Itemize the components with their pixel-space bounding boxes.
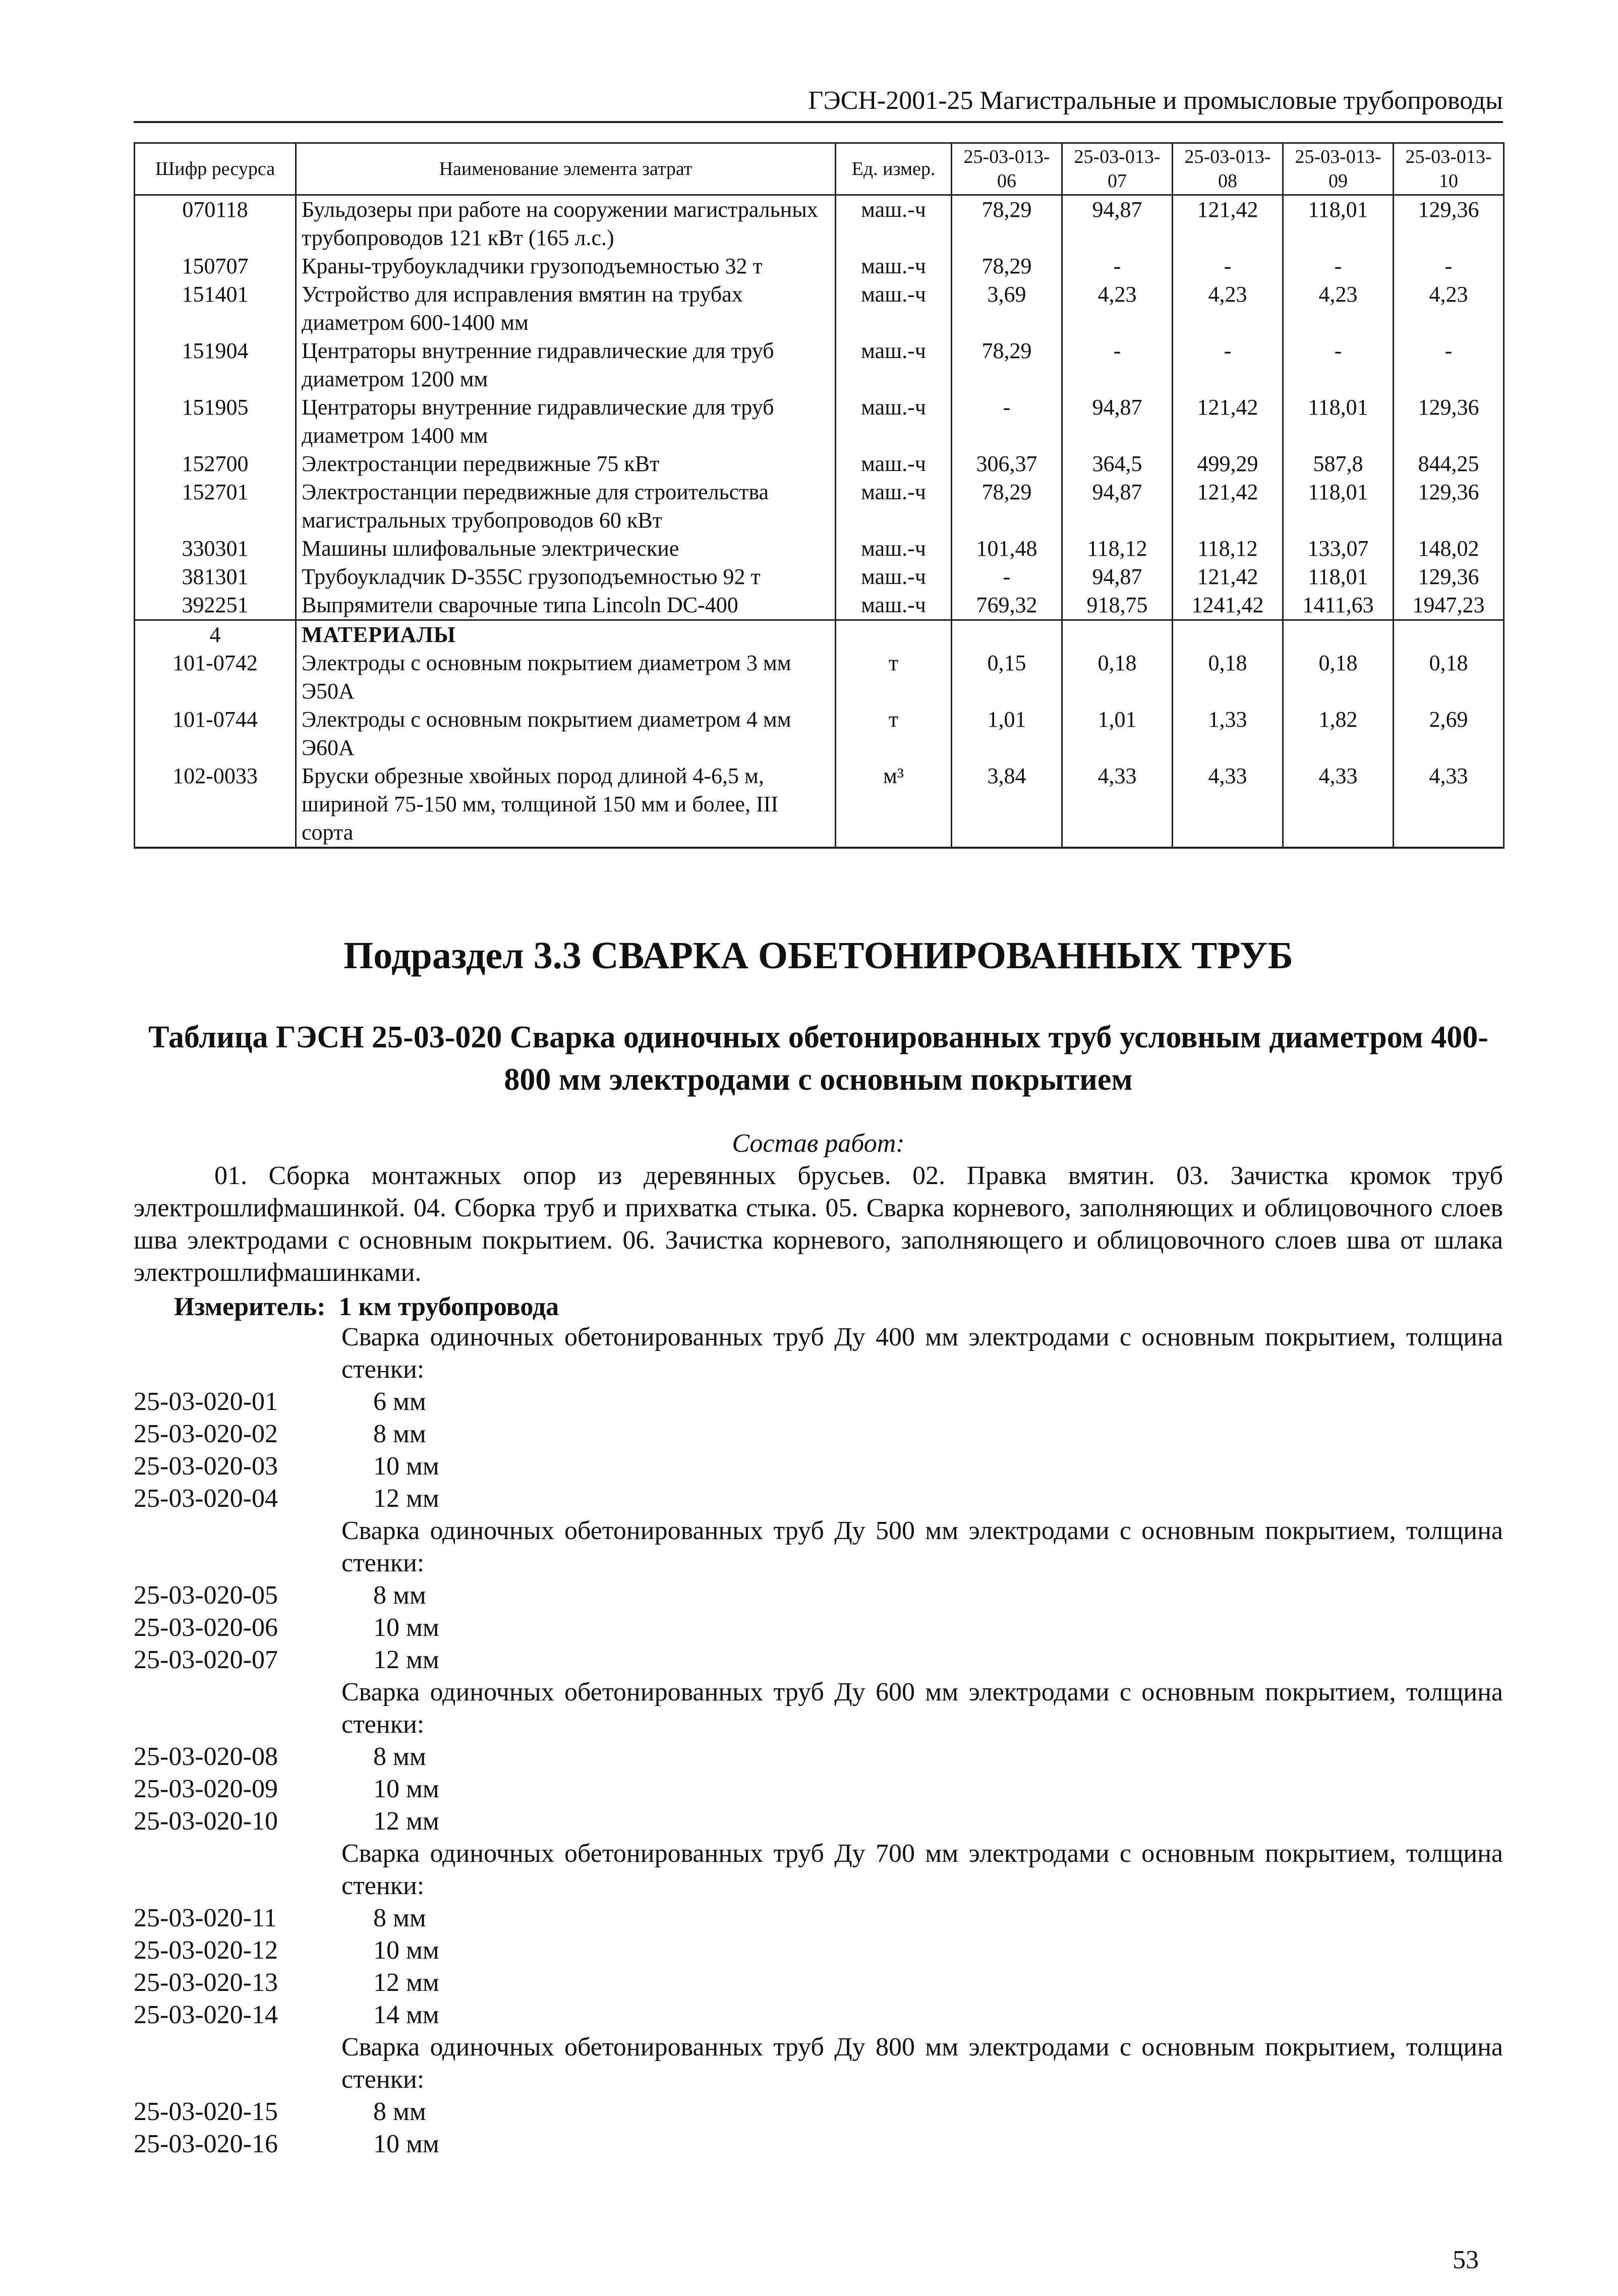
resource-value: 129,36: [1394, 563, 1504, 591]
resource-code: 381301: [135, 563, 296, 591]
norm-thickness: 10 мм: [373, 1775, 439, 1803]
table-row: [135, 337, 1504, 393]
resource-value: 78,29: [952, 337, 1062, 393]
norm-item: [134, 1450, 1503, 1483]
resource-value: 4,33: [1283, 762, 1394, 848]
resource-value: 4,23: [1173, 280, 1283, 337]
group-title: Сварка одиночных обетонированных труб Ду 500 мм электродами с основным покрытием, толщина стенки:: [341, 1516, 1503, 1577]
resource-value: 94,87: [1062, 393, 1173, 450]
resource-unit: маш.-ч: [836, 450, 952, 478]
norm-code: 25-03-020-11: [134, 1904, 277, 1932]
resource-name: Центраторы внутренние гидравлические для труб диаметром 1400 мм: [296, 393, 836, 450]
norm-item: [134, 1386, 1503, 1418]
resource-name: Бульдозеры при работе на сооружении магистральных трубопроводов 121 кВт (165 л.с.): [296, 195, 836, 253]
column-header: 25-03-013-08: [1173, 143, 1283, 195]
measure-value: 1 км трубопровода: [338, 1292, 559, 1321]
resource-value: 4,23: [1283, 280, 1394, 337]
resource-value: 3,84: [952, 762, 1062, 848]
resource-value: 844,25: [1394, 450, 1504, 478]
resource-value: 94,87: [1062, 478, 1173, 535]
table-row: [135, 535, 1504, 563]
resource-unit: маш.-ч: [836, 393, 952, 450]
resource-code: 392251: [135, 591, 296, 620]
table-row: [135, 478, 1504, 535]
norm-thickness: 8 мм: [373, 1742, 426, 1771]
resource-code: 4: [135, 620, 296, 650]
table-row: [135, 195, 1504, 253]
resource-unit: маш.-ч: [836, 478, 952, 535]
table-section-row: [135, 620, 1504, 650]
resource-unit: маш.-ч: [836, 563, 952, 591]
norm-item: [134, 1999, 1503, 2031]
norm-code: 25-03-020-13: [134, 1968, 278, 1997]
resource-value: 4,33: [1062, 762, 1173, 848]
resource-value: -: [1283, 337, 1394, 393]
resource-code: 101-0744: [135, 705, 296, 762]
table-row: [135, 450, 1504, 478]
resource-value: 1241,42: [1173, 591, 1283, 620]
resource-name: Трубоукладчик D-355C грузоподъемностью 92 т: [296, 563, 836, 591]
resource-value: 78,29: [952, 478, 1062, 535]
resource-unit: т: [836, 649, 952, 705]
resource-value: -: [1394, 337, 1504, 393]
resource-value: 1947,23: [1394, 591, 1504, 620]
table-row: [135, 705, 1504, 762]
table-body: [135, 195, 1504, 848]
resource-code: 151905: [135, 393, 296, 450]
norm-thickness: 10 мм: [373, 2130, 439, 2158]
resource-value: 3,69: [952, 280, 1062, 337]
resource-value: 2,69: [1394, 705, 1504, 762]
norm-code: 25-03-020-10: [134, 1807, 278, 1836]
table-row: [135, 563, 1504, 591]
resource-unit: маш.-ч: [836, 591, 952, 620]
norm-item: [134, 1741, 1503, 1773]
resource-table: [134, 142, 1505, 849]
norm-thickness: 8 мм: [373, 1420, 426, 1448]
resource-name: Краны-трубоукладчики грузоподъемностью 32 т: [296, 252, 836, 280]
resource-name: Электроды с основным покрытием диаметром 3 мм Э50А: [296, 649, 836, 705]
resource-value: 94,87: [1062, 563, 1173, 591]
resource-value: 4,33: [1394, 762, 1504, 848]
resource-value: -: [1283, 252, 1394, 280]
norm-item: [134, 1579, 1503, 1612]
norm-item: [134, 2096, 1503, 2128]
norm-thickness: 8 мм: [373, 1904, 426, 1932]
norm-code: 25-03-020-04: [134, 1484, 278, 1513]
norm-code: 25-03-020-14: [134, 2000, 278, 2029]
norm-item: [134, 2128, 1503, 2160]
norm-thickness: 12 мм: [373, 1968, 439, 1997]
resource-unit: [836, 620, 952, 650]
resource-name: Бруски обрезные хвойных пород длиной 4-6,5 м, шириной 75-150 мм, толщиной 150 мм и более, III сорта: [296, 762, 836, 848]
resource-code: 151401: [135, 280, 296, 337]
resource-value: 4,23: [1394, 280, 1504, 337]
norm-thickness: 14 мм: [373, 2000, 439, 2029]
table-row: [135, 280, 1504, 337]
resource-unit: маш.-ч: [836, 535, 952, 563]
resource-value: 129,36: [1394, 478, 1504, 535]
works-caption: Состав работ:: [732, 1129, 905, 1158]
resource-code: 070118: [135, 195, 296, 253]
resource-value: -: [1062, 337, 1173, 393]
resource-value: 94,87: [1062, 195, 1173, 253]
column-header: 25-03-013-06: [952, 143, 1062, 195]
table-header-row: [135, 143, 1504, 195]
norm-code: 25-03-020-15: [134, 2097, 278, 2126]
resource-value: 499,29: [1173, 450, 1283, 478]
resource-code: 152700: [135, 450, 296, 478]
resource-value: 587,8: [1283, 450, 1394, 478]
resource-unit: маш.-ч: [836, 195, 952, 253]
resource-value: 769,32: [952, 591, 1062, 620]
resource-value: 1,01: [1062, 705, 1173, 762]
norm-thickness: 12 мм: [373, 1807, 439, 1836]
resource-value: -: [1173, 252, 1283, 280]
resource-name: Электростанции передвижные 75 кВт: [296, 450, 836, 478]
norm-thickness: 12 мм: [373, 1645, 439, 1674]
resource-value: 129,36: [1394, 393, 1504, 450]
group-title: Сварка одиночных обетонированных труб Ду 800 мм электродами с основным покрытием, толщина стенки:: [341, 2033, 1503, 2094]
resource-value: 121,42: [1173, 478, 1283, 535]
table-title: Таблица ГЭСН 25-03-020 Сварка одиночных обетонированных труб условным диаметром 400-800 мм электродами с основным покрытием: [148, 1020, 1488, 1097]
resource-name: Выпрямители сварочные типа Lincoln DC-400: [296, 591, 836, 620]
resource-value: 133,07: [1283, 535, 1394, 563]
running-header: ГЭСН-2001-25 Магистральные и промысловые трубопроводы: [134, 81, 1503, 123]
norm-item: [134, 1934, 1503, 1967]
resource-value: 364,5: [1062, 450, 1173, 478]
subsection-title: Подраздел 3.3 СВАРКА ОБЕТОНИРОВАННЫХ ТРУБ: [343, 934, 1293, 977]
norm-item: [134, 1418, 1503, 1450]
resource-code: 330301: [135, 535, 296, 563]
norm-item: [134, 1967, 1503, 1999]
resource-value: [1283, 620, 1394, 650]
resource-value: 118,12: [1062, 535, 1173, 563]
column-header: Шифр ресурса: [135, 143, 296, 195]
norm-item: [134, 1902, 1503, 1934]
resource-name: Машины шлифовальные электрические: [296, 535, 836, 563]
norm-thickness: 10 мм: [373, 1452, 439, 1481]
resource-value: -: [952, 393, 1062, 450]
norm-thickness: 10 мм: [373, 1613, 439, 1642]
resource-value: 118,01: [1283, 195, 1394, 253]
resource-value: 118,01: [1283, 393, 1394, 450]
resource-name: МАТЕРИАЛЫ: [296, 620, 836, 650]
table-row: [135, 252, 1504, 280]
column-header: 25-03-013-09: [1283, 143, 1394, 195]
norm-list: [134, 1321, 1503, 2160]
resource-value: 0,15: [952, 649, 1062, 705]
norm-item: [134, 1612, 1503, 1644]
measure-line: [174, 1291, 559, 1323]
resource-value: 121,42: [1173, 563, 1283, 591]
resource-code: 102-0033: [135, 762, 296, 848]
resource-code: 101-0742: [135, 649, 296, 705]
resource-unit: м³: [836, 762, 952, 848]
table-row: [135, 393, 1504, 450]
resource-value: [1394, 620, 1504, 650]
norm-item: [134, 1773, 1503, 1805]
column-header: 25-03-013-07: [1062, 143, 1173, 195]
norm-thickness: 6 мм: [373, 1387, 426, 1416]
resource-value: 0,18: [1283, 649, 1394, 705]
resource-value: -: [1173, 337, 1283, 393]
resource-value: -: [1394, 252, 1504, 280]
resource-value: -: [952, 563, 1062, 591]
resource-unit: маш.-ч: [836, 280, 952, 337]
group-title: Сварка одиночных обетонированных труб Ду 600 мм электродами с основным покрытием, толщина стенки:: [341, 1678, 1503, 1739]
column-header: Наименование элемента затрат: [296, 143, 836, 195]
norm-item: [134, 1483, 1503, 1515]
column-header: 25-03-013-10: [1394, 143, 1504, 195]
norm-thickness: 10 мм: [373, 1936, 439, 1965]
norm-code: 25-03-020-06: [134, 1613, 278, 1642]
resource-value: 118,01: [1283, 478, 1394, 535]
resource-value: 129,36: [1394, 195, 1504, 253]
works-text: 01. Сборка монтажных опор из деревянных брусьев. 02. Правка вмятин. 03. Зачистка кромок труб электрошлифмашинкой. 04. Сборка труб и прихватка стыка. 05. Сварка корневого, заполняющих и облицовочного слоев шва электродами с основным покрытием. 06. Зачистка корневого, заполняющего и облицовочного слоев шва от шлака электрошлифмашинками.: [134, 1161, 1503, 1287]
table-row: [135, 649, 1504, 705]
group-title: Сварка одиночных обетонированных труб Ду 700 мм электродами с основным покрытием, толщина стенки:: [341, 1839, 1503, 1900]
resource-value: [1173, 620, 1283, 650]
resource-value: 121,42: [1173, 195, 1283, 253]
resource-value: 101,48: [952, 535, 1062, 563]
norm-code: 25-03-020-07: [134, 1645, 278, 1674]
resource-code: 152701: [135, 478, 296, 535]
resource-value: 1,33: [1173, 705, 1283, 762]
resource-unit: т: [836, 705, 952, 762]
resource-unit: маш.-ч: [836, 252, 952, 280]
resource-name: Устройство для исправления вмятин на трубах диаметром 600-1400 мм: [296, 280, 836, 337]
resource-value: [1062, 620, 1173, 650]
norm-code: 25-03-020-03: [134, 1452, 278, 1481]
norm-code: 25-03-020-12: [134, 1936, 278, 1965]
norm-thickness: 8 мм: [373, 1581, 426, 1610]
resource-value: 148,02: [1394, 535, 1504, 563]
resource-value: 118,01: [1283, 563, 1394, 591]
resource-value: 4,23: [1062, 280, 1173, 337]
resource-value: 0,18: [1173, 649, 1283, 705]
resource-value: 1,82: [1283, 705, 1394, 762]
table-row: [135, 591, 1504, 620]
resource-value: 1,01: [952, 705, 1062, 762]
norm-code: 25-03-020-08: [134, 1742, 278, 1771]
resource-name: Электростанции передвижные для строительства магистральных трубопроводов 60 кВт: [296, 478, 836, 535]
resource-value: [952, 620, 1062, 650]
resource-name: Центраторы внутренние гидравлические для труб диаметром 1200 мм: [296, 337, 836, 393]
resource-value: 306,37: [952, 450, 1062, 478]
norm-item: [134, 1805, 1503, 1838]
resource-value: 118,12: [1173, 535, 1283, 563]
norm-code: 25-03-020-16: [134, 2130, 278, 2158]
resource-name: Электроды с основным покрытием диаметром 4 мм Э60А: [296, 705, 836, 762]
resource-value: 0,18: [1394, 649, 1504, 705]
resource-value: 1411,63: [1283, 591, 1394, 620]
resource-value: -: [1062, 252, 1173, 280]
norm-code: 25-03-020-02: [134, 1420, 278, 1448]
resource-unit: маш.-ч: [836, 337, 952, 393]
table-row: [135, 762, 1504, 848]
resource-code: 150707: [135, 252, 296, 280]
group-title: Сварка одиночных обетонированных труб Ду 400 мм электродами с основным покрытием, толщина стенки:: [341, 1323, 1503, 1384]
norm-item: [134, 1644, 1503, 1676]
norm-code: 25-03-020-01: [134, 1387, 278, 1416]
measure-label: Измеритель:: [174, 1292, 326, 1321]
norm-thickness: 12 мм: [373, 1484, 439, 1513]
norm-thickness: 8 мм: [373, 2097, 426, 2126]
resource-value: 4,33: [1173, 762, 1283, 848]
resource-value: 78,29: [952, 195, 1062, 253]
resource-value: 0,18: [1062, 649, 1173, 705]
norm-code: 25-03-020-05: [134, 1581, 278, 1610]
norm-code: 25-03-020-09: [134, 1775, 278, 1803]
column-header: Ед. измер.: [836, 143, 952, 195]
resource-code: 151904: [135, 337, 296, 393]
resource-value: 78,29: [952, 252, 1062, 280]
resource-value: 918,75: [1062, 591, 1173, 620]
resource-value: 121,42: [1173, 393, 1283, 450]
page-number: 53: [1453, 2246, 1479, 2274]
